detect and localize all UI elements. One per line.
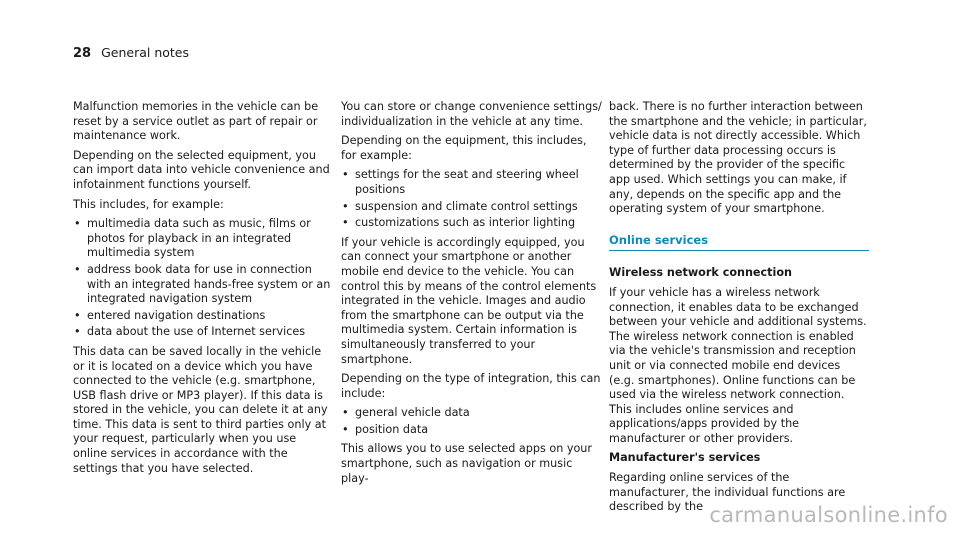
page-header-title: General notes: [101, 45, 190, 60]
list-item: • multimedia data such as music, films or photos for playback in an integrated multimedia system: [73, 217, 331, 261]
paragraph: Depending on the type of integration, this can include:: [341, 372, 601, 400]
paragraph: This includes, for example:: [73, 197, 224, 211]
list-item: • entered navigation destinations: [73, 309, 331, 324]
paragraph: This allows you to use selected apps on your smartphone, such as navigation or music play-: [341, 442, 592, 485]
column-left: [73, 100, 331, 481]
paragraph: This data can be saved locally in the vehicle or it is located on a device which you have connected to the vehicle (e.g. smartphone, USB flash drive or MP3 player). If this data is stored in the vehicle, you can delete it at any time. This data is sent to third parties only at your request, particularly when you use online services in accordance with the settings that you have selected.: [73, 344, 328, 475]
paragraph: Malfunction memories in the vehicle can be reset by a service outlet as part of repair or maintenance work.: [73, 100, 319, 143]
list-item: • customizations such as interior lighting: [341, 216, 603, 231]
list-item: • general vehicle data: [341, 406, 603, 421]
list-item: • position data: [341, 423, 603, 438]
section-title-online-services: Online services: [609, 233, 869, 252]
list-item: • data about the use of Internet services: [73, 325, 331, 340]
paragraph: back. There is no further interaction between the smartphone and the vehicle; in particular, vehicle data is not directly accessible. Which type of further data processing occurs is determined by the provider of the specific app used. Which settings you can make, if any, depends on the specific app and the operating system of your smartphone.: [609, 100, 867, 216]
sub-heading-wireless-network: Wireless network connection: [609, 266, 792, 280]
bullet-list: [341, 168, 603, 230]
column-right: [609, 100, 869, 520]
paragraph: You can store or change convenience settings/ individualization in the vehicle at any time.: [341, 100, 602, 128]
paragraph: Depending on the equipment, this includes, for example:: [341, 134, 587, 162]
paragraph: Regarding online services of the manufacturer, the individual functions are described by the: [609, 471, 846, 514]
bullet-list: [73, 217, 331, 340]
paragraph: If your vehicle has a wireless network connection, it enables data to be exchanged between your vehicle and additional systems. The wireless network connection is enabled via the vehicle's transmission and reception unit or via connected mobile end devices (e.g. smartphones). Online functions can be used via the wireless network connection. This includes online services and applications/apps provided by the manufacturer or other providers.: [609, 285, 867, 445]
paragraph: Depending on the selected equipment, you can import data into vehicle convenience and infotainment functions yourself.: [73, 148, 330, 191]
watermark: carmanualsonline.info: [709, 503, 948, 527]
column-middle: [341, 100, 603, 491]
page-number: 28: [73, 46, 92, 61]
sub-heading-manufacturer-services: Manufacturer's services: [609, 451, 761, 465]
list-item: • address book data for use in connection with an integrated hands-free system or an integrated navigation system: [73, 263, 331, 307]
page-header: [73, 45, 189, 61]
paragraph: If your vehicle is accordingly equipped, you can connect your smartphone or another mobile end device to the vehicle. You can control this by means of the control elements integrated in the vehicle. Images and audio from the smartphone can be output via the multimedia system. Certain information is simultaneously transferred to your smartphone.: [341, 235, 597, 366]
bullet-list: [341, 406, 603, 437]
list-item: • suspension and climate control settings: [341, 200, 603, 215]
list-item: • settings for the seat and steering wheel positions: [341, 168, 603, 197]
